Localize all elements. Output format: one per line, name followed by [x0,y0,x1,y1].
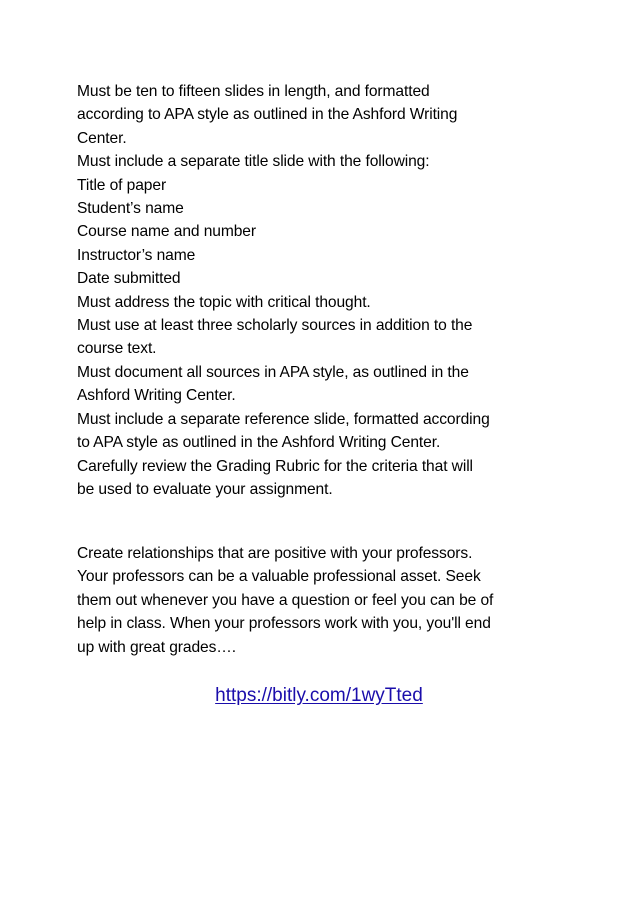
requirement-line: Center. [77,129,127,147]
link-container [0,683,638,709]
requirement-line: be used to evaluate your assignment. [77,480,333,498]
requirement-line: Must include a separate reference slide, formatted according [77,410,490,428]
requirement-line: Ashford Writing Center. [77,387,236,405]
professor-advice-paragraph [77,542,577,659]
requirement-line: Must be ten to fifteen slides in length, and formatted [77,83,430,100]
advice-line: Your professors can be a valuable professional asset. Seek [77,568,481,586]
requirement-line: Course name and number [77,223,256,241]
requirement-line: Student’s name [77,200,184,218]
requirement-line: Carefully review the Grading Rubric for the criteria that will [77,457,473,475]
requirement-line: Must document all sources in APA style, as outlined in the [77,363,469,381]
requirement-line: course text. [77,340,157,358]
requirement-line: Date submitted [77,270,181,288]
requirement-line: Instructor’s name [77,246,196,264]
requirement-line: according to APA style as outlined in the Ashford Writing [77,106,458,124]
promo-link[interactable]: https://bitly.com/1wyTted [215,685,423,706]
advice-line: Create relationships that are positive with your professors. [77,545,473,562]
assignment-requirements [77,80,577,501]
advice-line: them out whenever you have a question or feel you can be of [77,591,494,609]
requirement-line: Title of paper [77,176,167,194]
advice-line: up with great grades…. [77,638,237,656]
requirement-line: to APA style as outlined in the Ashford Writing Center. [77,434,441,452]
requirement-line: Must include a separate title slide with the following: [77,153,430,171]
requirement-line: Must use at least three scholarly sources in addition to the [77,317,473,335]
advice-line: help in class. When your professors work with you, you'll end [77,615,491,633]
requirement-line: Must address the topic with critical thought. [77,293,371,311]
